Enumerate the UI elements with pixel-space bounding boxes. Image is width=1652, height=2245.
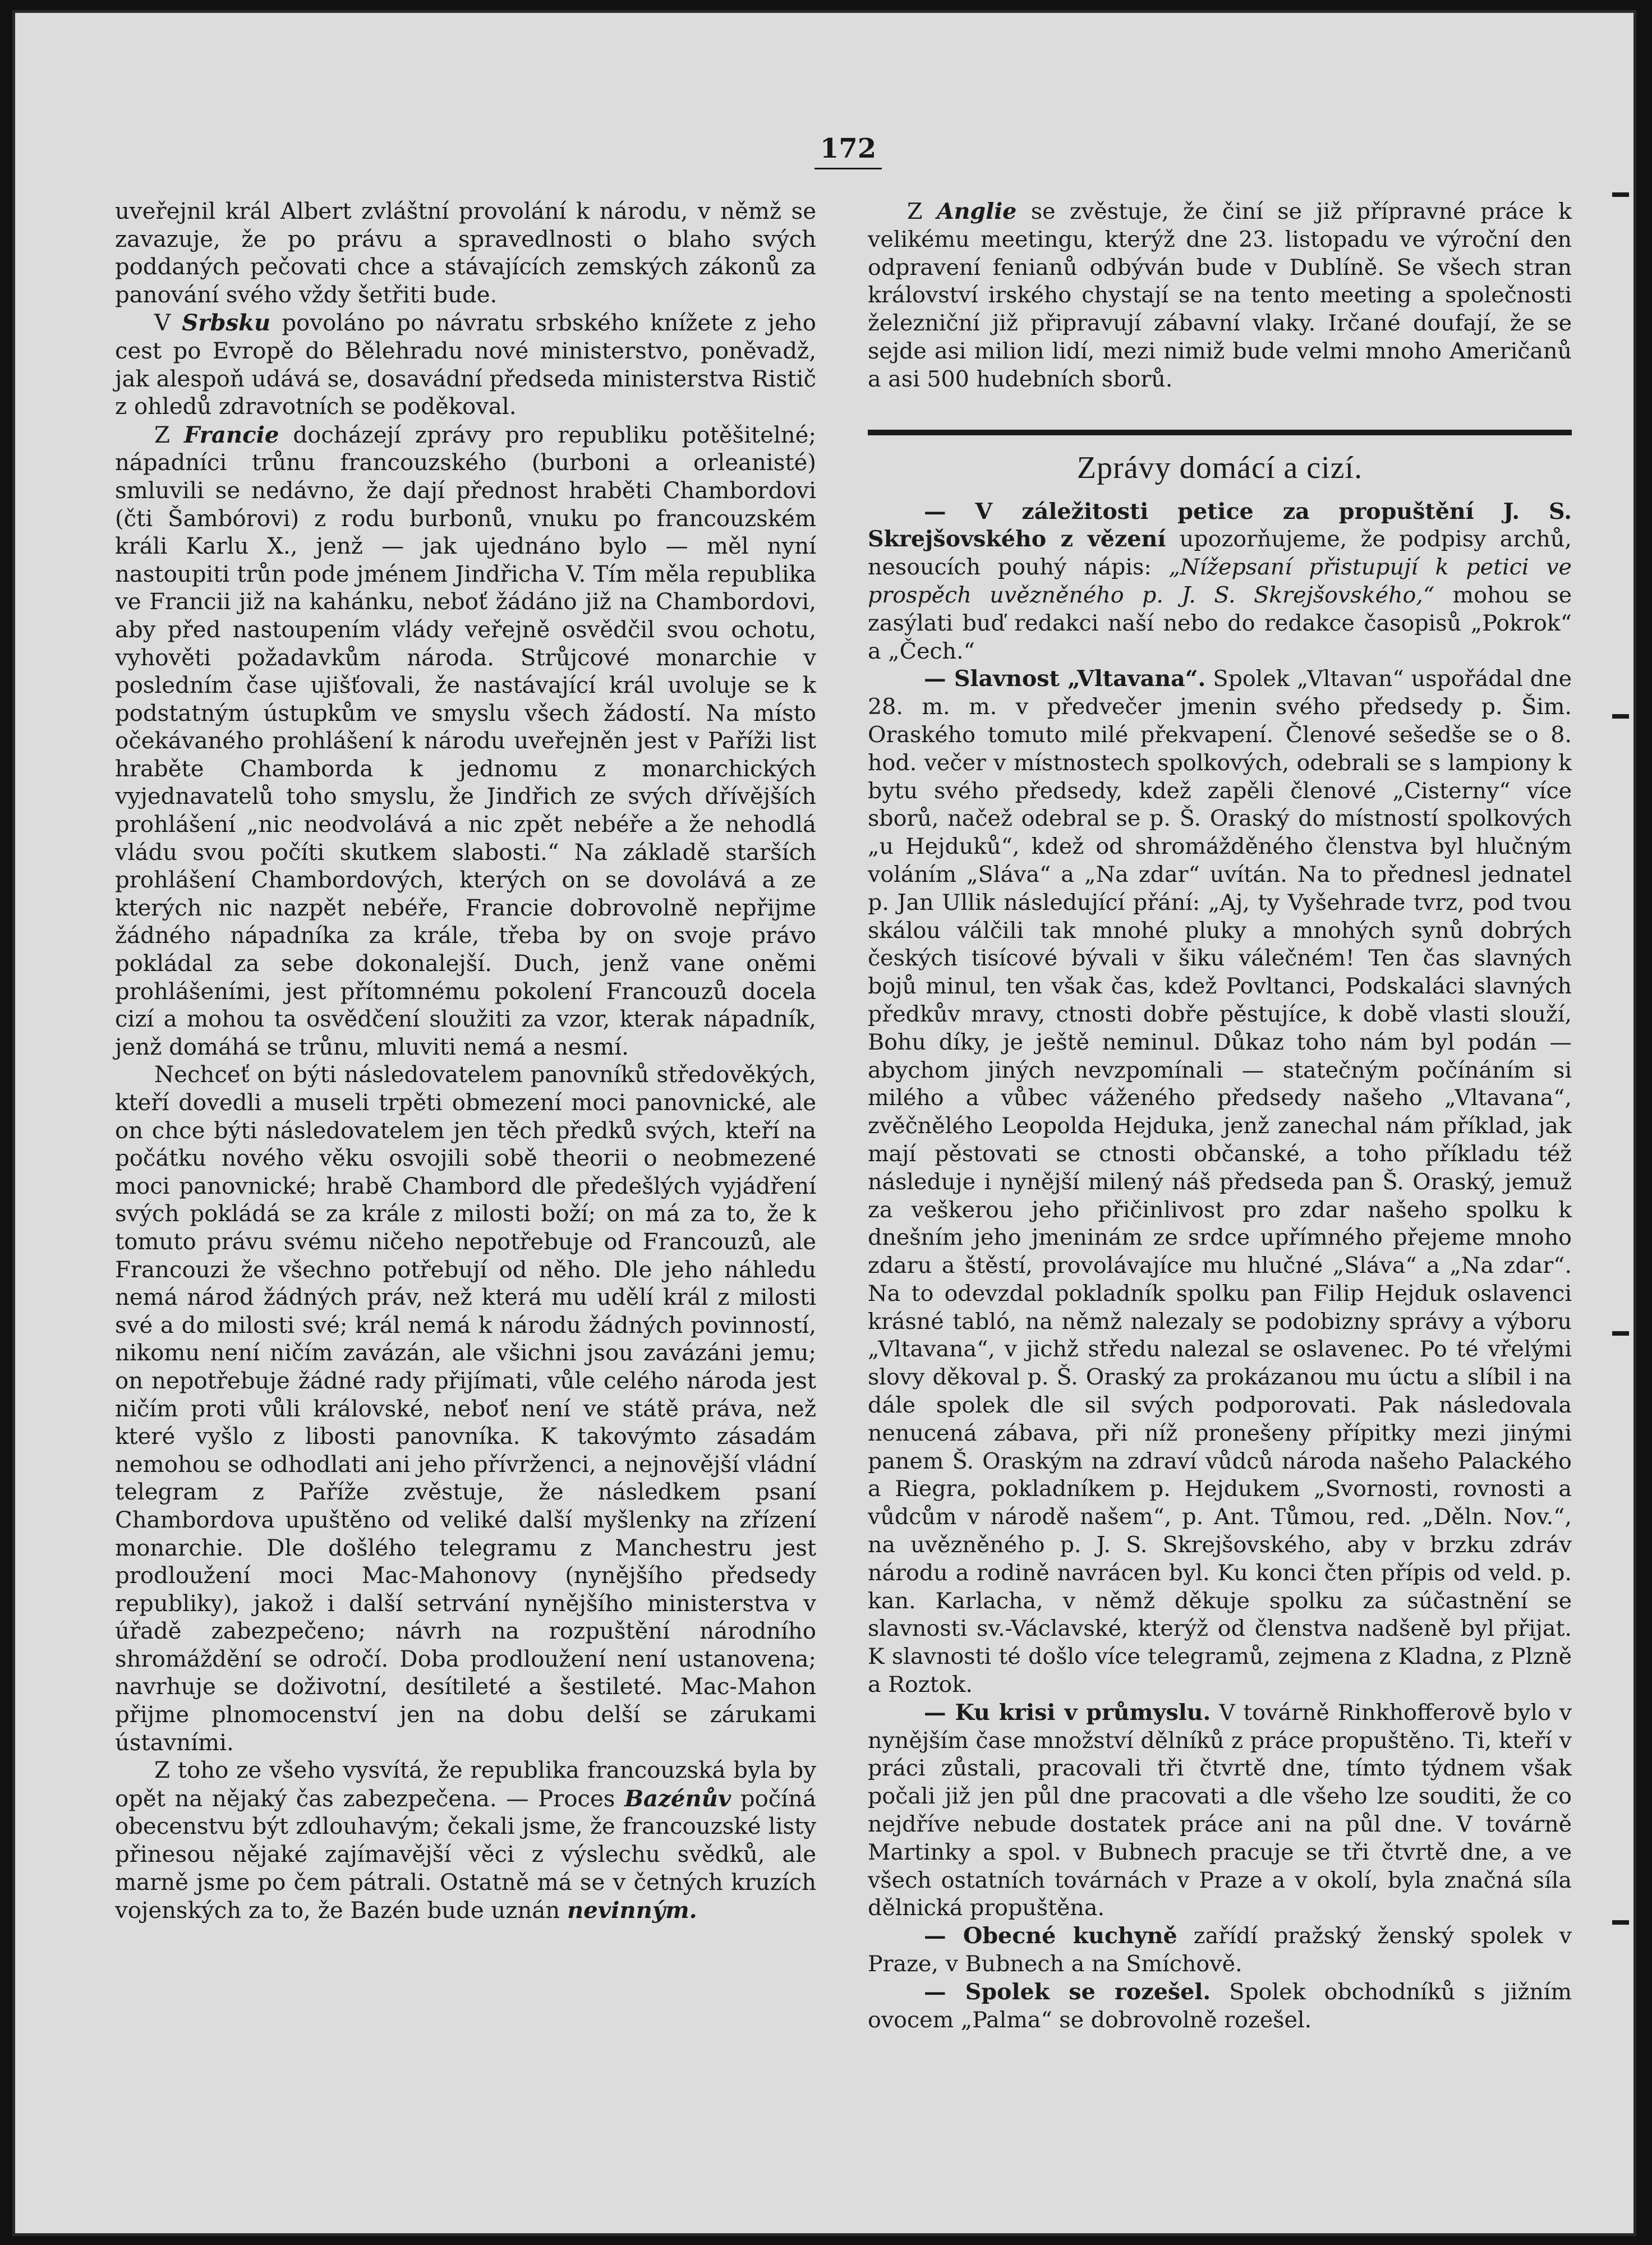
newspaper-page (12, 10, 1636, 2236)
paragraph-chambord: Nechceť on býti následovatelem panovníků středověkých, kteří dovedli a museli trpěti obmezení moci panovnické, ale on chce býti následovatelem jen těch předků svých, kteří na počátku nového věku osvojili sobě theorii o neobmezené moci panovnické; hrabě Chambord dle předešlých vyjádření svých pokládá se za krále z milosti boží; on má za to, že k tomuto právu svému ničeho nepotřebuje od Francouzů, ale Francouzi že všechno potřebují od něho. Dle jeho náhledu nemá národ žádných práv, než která mu udělí král z milosti své a do milosti své; král nemá k národu žádných povinností, nikomu není ničím zavázán, ale všichni jsou zavázáni jemu; on nepotřebuje žádné rady přijímati, vůle celého národa jest ničím proti vůli královské, neboť není ve státě práva, než které vyšlo z libosti panovníka. K takovýmto zásadám nemohou se odhodlati ani jeho přívrženci, a nejnovější vládní telegram z Paříže zvěstuje, že následkem psaní Chambordova upuštěno od veliké další myšlenky na zřízení monarchie. Dle došlého telegramu z Manchestru jest prodloužení moci Mac-Mahonovy (nynějšího předsedy republiky), jakož i další setrvání nynějšího ministerstva v úřadě zabezpečeno; návrh na rozpuštění národního shromáždění se odročí. Doba prodloužení není ustanovena; navrhuje se doživotní, desítileté a šestileté. Mac-Mahon přijme plnomocenství jen na dobu delší se zárukami ústavními. (115, 1062, 816, 1756)
scan-edge-mark (1612, 192, 1629, 197)
news-vltavan: — Slavnost „Vltavana“. Spolek „Vltavan“ uspořádal dne 28. m. m. v předvečer jmenin svého předsedy p. Šim. Oraského tomuto milé překvapení. Členové sešedše se o 8. hod. večer v místnostech spolkových, odebrali se s lampiony k bytu svého předsedy, kdež zapěli členové „Cisterny“ více sborů, načež odebral se p. Š. Oraský do místností spolkových „u Hejduků“, kdež od shromážděného členstva byl hlučným voláním „Sláva“ a „Na zdar“ uvítán. Na to přednesl jednatel p. Jan Ullik následující přání: „Aj, ty Vyšehrade tvrz, pod tvou skálou válčili tak mnohé pluky a mnohých synů dobrých českých tisícové bývali v šiku válečném! Ten čas slavných bojů minul, ten však čas, kdež Povltanci, Podskaláci slavných předkův mravy, ctnosti dobře pěstujíce, k době vlasti slouží, Bohu díky, je ještě neminul. Důkaz toho nám byl podán — abychom jiných nevzpomínali — statečným počínáním si milého a vůbec váženého předsedy našeho „Vltavana“, zvěčnělého Leopolda Hejduka, jenž zanechal nám příklad, jak mají pěstovati se ctnosti občanské, a toho příkladu též následuje i nynější milený náš předseda pan Š. Oraský, jemuž za veškerou jeho přičinlivost pro zdar našeho spolku k dnešním jeho jmeninám ze srdce upřímného přejeme mnoho zdaru a štěstí, provolávajíce mu hlučné „Sláva“ a „Na zdar“. Na to odevzdal pokladník spolku pan Filip Hejduk oslavenci krásné tabló, na němž nalezaly se podobizny správy a výboru „Vltavana“, v jichž středu nalezal se oslavenec. Po té vřelými slovy děkoval p. Š. Oraský za prokázanou mu úctu a slíbil i na dále spolek dle sil svých podporovati. Pak následovala nenucená zábava, při níž pronešeny přípitky mezi jinými panem Š. Oraským na zdraví vůdců národa našeho Palackého a Riegra, pokladníkem p. Hejdukem „Svornosti, rovnosti a vůdcům v národě našem“, p. Ant. Tůmou, red. „Děln. Nov.“, na uvězněného p. J. S. Skrejšovského, aby v brzku zdráv národu a rodině navrácen byl. Ku konci čten přípis od veld. p. kan. Karlacha, v němž děkuje spolku za súčastnění se slavnosti sv.-Václavské, kterýž od členstva nadšeně byl přijat. K slavnosti té došlo více telegramů, zejmena z Kladna, z Plzně a Roztok. (868, 666, 1572, 1698)
news-club-dissolved: — Spolek se rozešel. Spolek obchodníků s jižním ovocem „Palma“ se dobrovolně rozešel. (868, 1979, 1572, 2033)
news-petition: — V záležitosti petice za propuštění J. S. Skrejšovského z vězení upozorňujeme, že podpisy archů, nesoucích pouhý nápis: „Nížepsaní přistupují k petici ve prospěch uvězněného p. J. S. Skrejšovského,“ mohou se zasýlati buď redakci naší nebo do redakce časopisů „Pokrok“ a „Čech.“ (868, 498, 1572, 664)
section-divider (868, 430, 1572, 435)
page-number: 172 (815, 133, 882, 169)
paragraph-bazaine: Z toho ze všeho vysvítá, že republika francouzská byla by opět na nějaký čas zabezpečena. — Proces Bazénův počíná obecenstvu být zdlouhavým; čekali jsme, že francouzské listy přinesou nějaké zajímavější věci z výslechu svědků, ale marně jsme po čem pátrali. Ostatně má se v četných kruzích vojenských za to, že Bazén bude uznán nevinným. (115, 1758, 816, 1924)
section-title: Zprávy domácí a cizí. (1076, 450, 1363, 485)
right-column (868, 198, 1572, 2034)
news-public-kitchens: — Obecné kuchyně zařídí pražský ženský spolek v Praze, v Bubnech a na Smíchově. (868, 1923, 1572, 1977)
scan-edge-mark (1612, 1920, 1629, 1925)
paragraph-france: Z Francie docházejí zprávy pro republiku potěšitelné; nápadníci trůnu francouzského (burboni a orleanisté) smluvili se nedávno, že dají přednost hraběti Chambordovi (čti Šambórovi) z rodu burbonů, vnuku po francouzském králi Karlu X., jenž — jak ujednáno bylo — měl nyní nastoupiti trůn pode jménem Jindřicha V. Tím měla republika ve Francii již na kahánku, neboť žádáno již na Chambordovi, aby před nastoupením vlády veřejně osvědčil svou ochotu, vyhověti požadavkům národa. Strůjcové monarchie v posledním čase ujišťovali, že nastávající král uvoluje se k podstatným ústupkům ve smyslu všech žádostí. Na místo očekávaného prohlášení k národu uveřejněn jest v Paříži list hraběte Chamborda k jednomu z monarchických vyjednavatelů toho smyslu, že Jindřich ze svých dřívějších prohlášení „nic neodvolává a nic zpět nebéře a že nehodlá vládu svou počíti skutkem slabosti.“ Na základě starších prohlášení Chambordových, kterých on se dovolává a ze kterých nic nazpět nebéře, Francie dobrovolně nepřijme žádného nápadníka za krále, třeba by on svoje právo pokládal za sebe dokonalejší. Duch, jenž vane oněmi prohlášeními, jest přítomnému pokolení Francouzů docela cizí a mohou ta osvědčení sloužiti za vzor, kterak nápadník, jenž domáhá se trůnu, mluviti nemá a nesmí. (115, 421, 816, 1060)
paragraph-serbia: V Srbsku povoláno po návratu srbského knížete z jeho cest po Evropě do Bělehradu nové ministerstvo, poněvadž, jak alespoň udává se, dosavádní předseda ministerstva Ristič z ohledů zdravotních se poděkoval. (115, 310, 817, 420)
scan-edge-mark (1612, 714, 1629, 719)
paragraph-belgium: uveřejnil král Albert zvláštní provolání k národu, v němž se zavazuje, že po právu a spravedlnosti o blaho svých poddaných pečovati chce a stávajících zemských zákonů za panování svého vždy šetřiti bude. (115, 199, 816, 308)
scan-edge-mark (1612, 1331, 1629, 1336)
news-industry-crisis: — Ku krisi v průmyslu. V továrně Rinkhofferově bylo v nynějším čase množství dělníků z práce propuštěno. Ti, kteří v práci zůstali, pracovali tři čtvrtě dne, tímto týdnem však počali již jen půl dne pracovati a dle všeho lze souditi, že co nejdříve nebude dostatek práce ani na půl dne. V továrně Martinky a spol. v Bubnech pracuje se tři čtvrtě dne, a ve všech ostatních továrnách v Praze a v okolí, byla značná síla dělnická propuštěna. (868, 1699, 1572, 1921)
paragraph-england: Z Anglie se zvěstuje, že činí se již přípravné práce k velikému meetingu, kterýž dne 23. listopadu ve výroční den odpravení fenianů odbýván bude v Dublíně. Se všech stran království irského chystají se na tento meeting a společnosti železniční již připravují zábavní vlaky. Irčané doufají, že se sejde asi milion lidí, mezi nimiž bude velmi mnoho Američanů a asi 500 hudebních sborů. (868, 199, 1572, 392)
left-column (115, 198, 816, 1925)
